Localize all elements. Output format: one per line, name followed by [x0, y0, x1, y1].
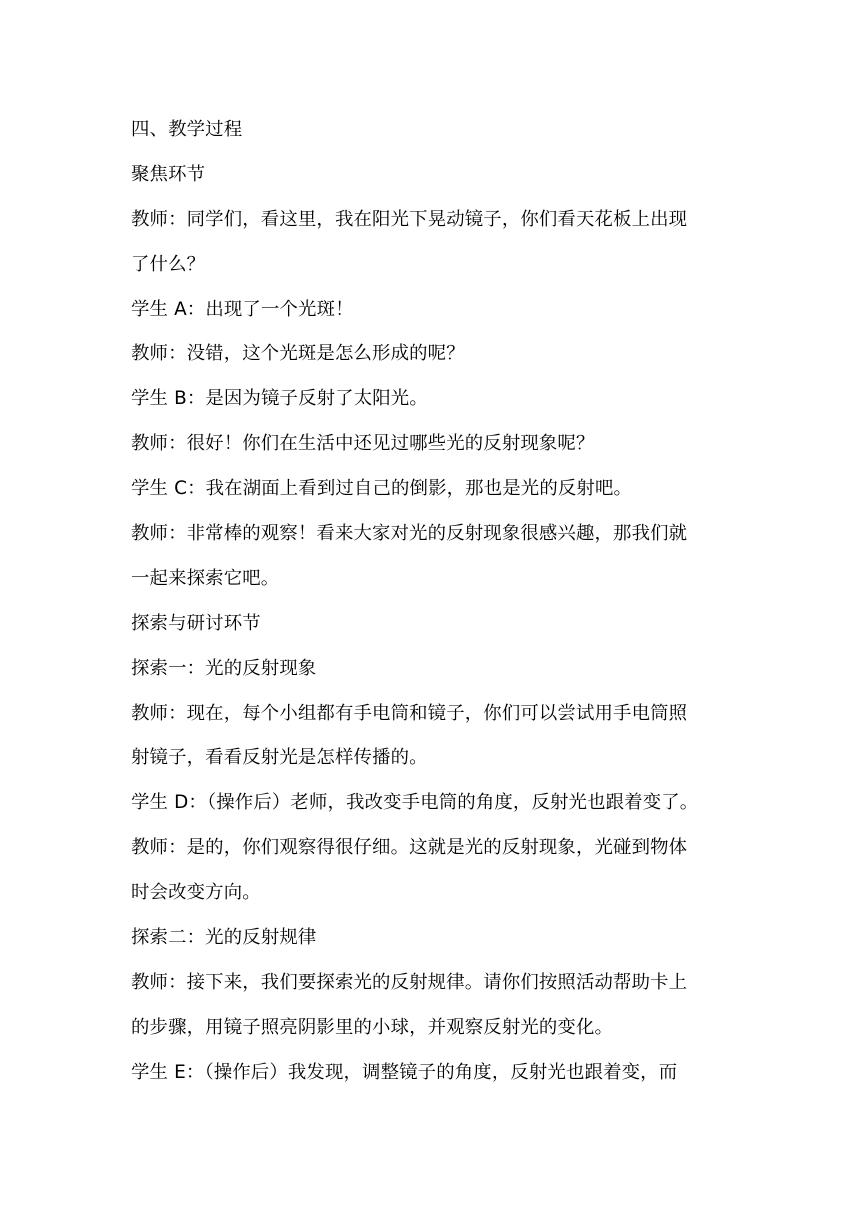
dialogue-line: 教师：接下来，我们要探索光的反射规律。请你们按照活动帮助卡上: [131, 971, 688, 993]
section-heading: 四、教学过程: [131, 119, 243, 140]
dialogue-line: 教师：是的，你们观察得很仔细。这就是光的反射现象，光碰到物体: [131, 837, 688, 859]
subsection-heading: 探索与研讨环节: [131, 612, 261, 634]
document-body: [131, 108, 731, 1096]
exploration-heading: 探索一：光的反射现象: [131, 657, 317, 679]
dialogue-line: 教师：现在，每个小组都有手电筒和镜子，你们可以尝试用手电筒照: [131, 702, 688, 724]
dialogue-line: 学生 A：出现了一个光斑！: [131, 298, 354, 320]
dialogue-line: 学生 E：（操作后）我发现，调整镜子的角度，反射光也跟着变，而: [131, 1061, 678, 1083]
dialogue-line: 教师：同学们，看这里，我在阳光下晃动镜子，你们看天花板上出现: [131, 208, 688, 230]
dialogue-line: 教师：没错，这个光斑是怎么形成的呢？: [131, 343, 465, 365]
dialogue-line: 学生 B：是因为镜子反射了太阳光。: [131, 388, 428, 410]
dialogue-line: 学生 C：我在湖面上看到过自己的倒影，那也是光的反射吧。: [131, 478, 633, 500]
dialogue-line-continuation: 一起来探索它吧。: [131, 567, 280, 589]
dialogue-line: 教师：非常棒的观察！看来大家对光的反射现象很感兴趣，那我们就: [131, 523, 688, 545]
exploration-heading: 探索二：光的反射规律: [131, 927, 317, 949]
dialogue-line-continuation: 射镜子，看看反射光是怎样传播的。: [131, 747, 428, 769]
dialogue-line-continuation: 时会改变方向。: [131, 882, 261, 904]
dialogue-line-continuation: 了什么？: [131, 253, 206, 275]
dialogue-line-continuation: 的步骤，用镜子照亮阴影里的小球，并观察反射光的变化。: [131, 1016, 614, 1038]
dialogue-line: 学生 D：（操作后）老师，我改变手电筒的角度，反射光也跟着变了。: [131, 792, 699, 814]
subsection-heading: 聚焦环节: [131, 163, 206, 185]
dialogue-line: 教师：很好！你们在生活中还见过哪些光的反射现象呢？: [131, 433, 595, 455]
